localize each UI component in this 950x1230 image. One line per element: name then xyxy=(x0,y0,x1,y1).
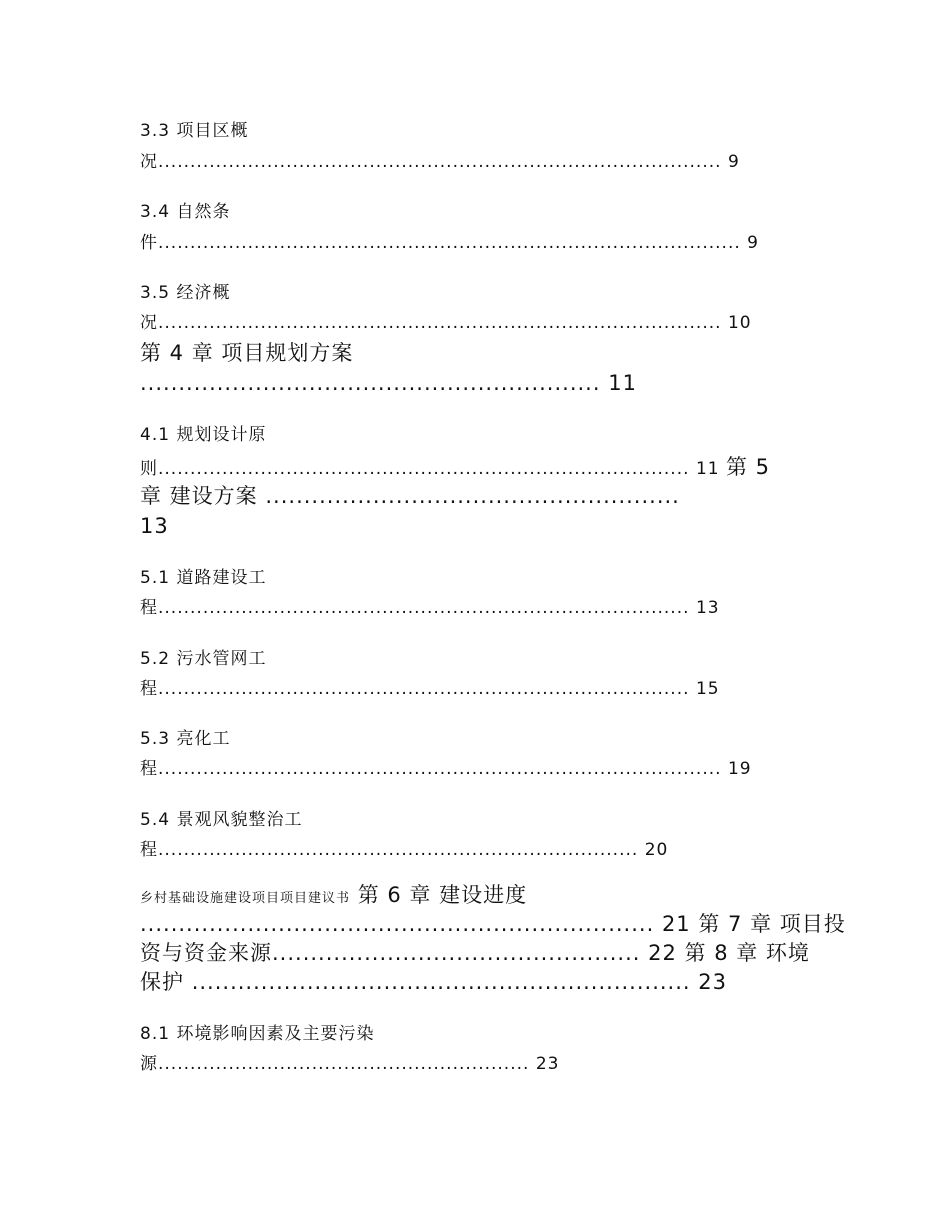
toc-title: 保护 xyxy=(140,970,184,994)
toc-title: 5.3 亮化工 xyxy=(140,729,231,749)
toc-entry-3-5-title xyxy=(140,281,230,305)
toc-leader-dots: ................................................ xyxy=(272,941,641,965)
toc-entry-5-1-title xyxy=(140,566,266,590)
toc-entry-5-3[interactable] xyxy=(140,757,752,781)
toc-page-number: 13 xyxy=(140,514,169,538)
toc-entry-8-1-title xyxy=(140,1022,374,1046)
toc-page-number: 15 xyxy=(695,679,720,699)
toc-entry-3-3[interactable] xyxy=(140,150,740,174)
toc-chapter-5-page xyxy=(140,511,169,541)
toc-entry-5-1[interactable] xyxy=(140,596,720,620)
toc-page-number: 9 xyxy=(727,152,740,172)
toc-title: 件 xyxy=(140,233,158,253)
toc-leader-dots: ................................................................................... xyxy=(158,459,690,479)
toc-entry-4-1[interactable] xyxy=(140,452,770,482)
toc-title: 则 xyxy=(140,459,158,479)
toc-entry-5-4[interactable] xyxy=(140,838,668,862)
toc-leader-dots: ...................................................... xyxy=(265,484,680,508)
toc-page-number: 9 xyxy=(747,233,759,253)
toc-leader-dots: ........................................................................................ xyxy=(158,152,722,172)
toc-title: 程 xyxy=(140,840,158,860)
toc-chapter-8-start: 第 8 章 环境 xyxy=(684,941,810,965)
toc-entry-4-1-title xyxy=(140,423,266,447)
toc-title: 况 xyxy=(140,313,158,333)
toc-leader-dots: ........................................................................... xyxy=(158,840,639,860)
toc-leader-dots: ........................................................................................ xyxy=(158,759,722,779)
toc-leader-dots: ............................................................ xyxy=(140,371,601,395)
toc-page-number: 13 xyxy=(695,598,720,618)
toc-entry-5-3-title xyxy=(140,727,230,751)
toc-chapter-4-title[interactable] xyxy=(140,338,353,368)
toc-chapter-7-start: 第 7 章 项目投 xyxy=(698,912,846,936)
toc-entry-3-4[interactable] xyxy=(140,231,759,255)
toc-page-number: 10 xyxy=(727,313,752,333)
toc-leader-dots: ........................................................................................ xyxy=(158,313,722,333)
toc-title: 程 xyxy=(140,759,158,779)
toc-leader-dots: .......................................................... xyxy=(158,1054,530,1074)
toc-page-number: 11 xyxy=(695,459,720,479)
toc-title: 3.5 经济概 xyxy=(140,283,231,303)
toc-entry-5-2-title xyxy=(140,647,266,671)
toc-page-number: 19 xyxy=(727,759,752,779)
toc-leader-dots: ................................................................... xyxy=(140,912,655,936)
toc-entry-5-2[interactable] xyxy=(140,677,720,701)
toc-leader-dots: ................................................................................... xyxy=(158,598,690,618)
toc-title: 况 xyxy=(140,152,158,172)
toc-entry-3-4-title xyxy=(140,200,230,224)
toc-title: 4.1 规划设计原 xyxy=(140,425,267,445)
toc-title: 第 4 章 项目规划方案 xyxy=(140,341,354,365)
toc-page-number: 21 xyxy=(661,912,691,936)
toc-title: 程 xyxy=(140,598,158,618)
toc-title: 5.2 污水管网工 xyxy=(140,649,267,669)
toc-chapter-4[interactable] xyxy=(140,368,637,398)
toc-chapter-6[interactable] xyxy=(140,909,846,939)
toc-title: 3.4 自然条 xyxy=(140,202,231,222)
toc-title: 章 建设方案 xyxy=(140,484,258,508)
toc-entry-3-3-title xyxy=(140,119,248,143)
toc-leader-dots: ................................................................. xyxy=(191,970,691,994)
toc-title: 程 xyxy=(140,679,158,699)
toc-title: 8.1 环境影响因素及主要污染 xyxy=(140,1024,375,1044)
toc-title: 5.4 景观风貌整治工 xyxy=(140,810,303,830)
toc-title: 源 xyxy=(140,1054,158,1074)
toc-entry-5-4-title xyxy=(140,808,302,832)
toc-title: 5.1 道路建设工 xyxy=(140,568,267,588)
toc-leader-dots: ................................................................................... xyxy=(158,679,690,699)
toc-page-number: 11 xyxy=(608,371,637,395)
toc-page-number: 23 xyxy=(535,1054,560,1074)
toc-chapter-5-start: 第 5 xyxy=(725,455,771,479)
toc-entry-3-5[interactable] xyxy=(140,311,752,335)
toc-chapter-5[interactable] xyxy=(140,481,680,511)
running-header: 乡村基础设施建设项目项目建议书 xyxy=(140,891,351,906)
toc-chapter-7[interactable] xyxy=(140,938,810,968)
toc-title: 3.3 项目区概 xyxy=(140,121,249,141)
toc-chapter-8[interactable] xyxy=(140,967,727,997)
toc-entry-8-1[interactable] xyxy=(140,1052,559,1076)
toc-leader-dots: ........................................................................................... xyxy=(158,233,741,253)
toc-title: 第 6 章 建设进度 xyxy=(357,883,528,907)
toc-title: 资与资金来源 xyxy=(140,941,272,965)
toc-page-number: 20 xyxy=(644,840,669,860)
toc-page-number: 23 xyxy=(698,970,728,994)
toc-page-number: 22 xyxy=(648,941,677,965)
